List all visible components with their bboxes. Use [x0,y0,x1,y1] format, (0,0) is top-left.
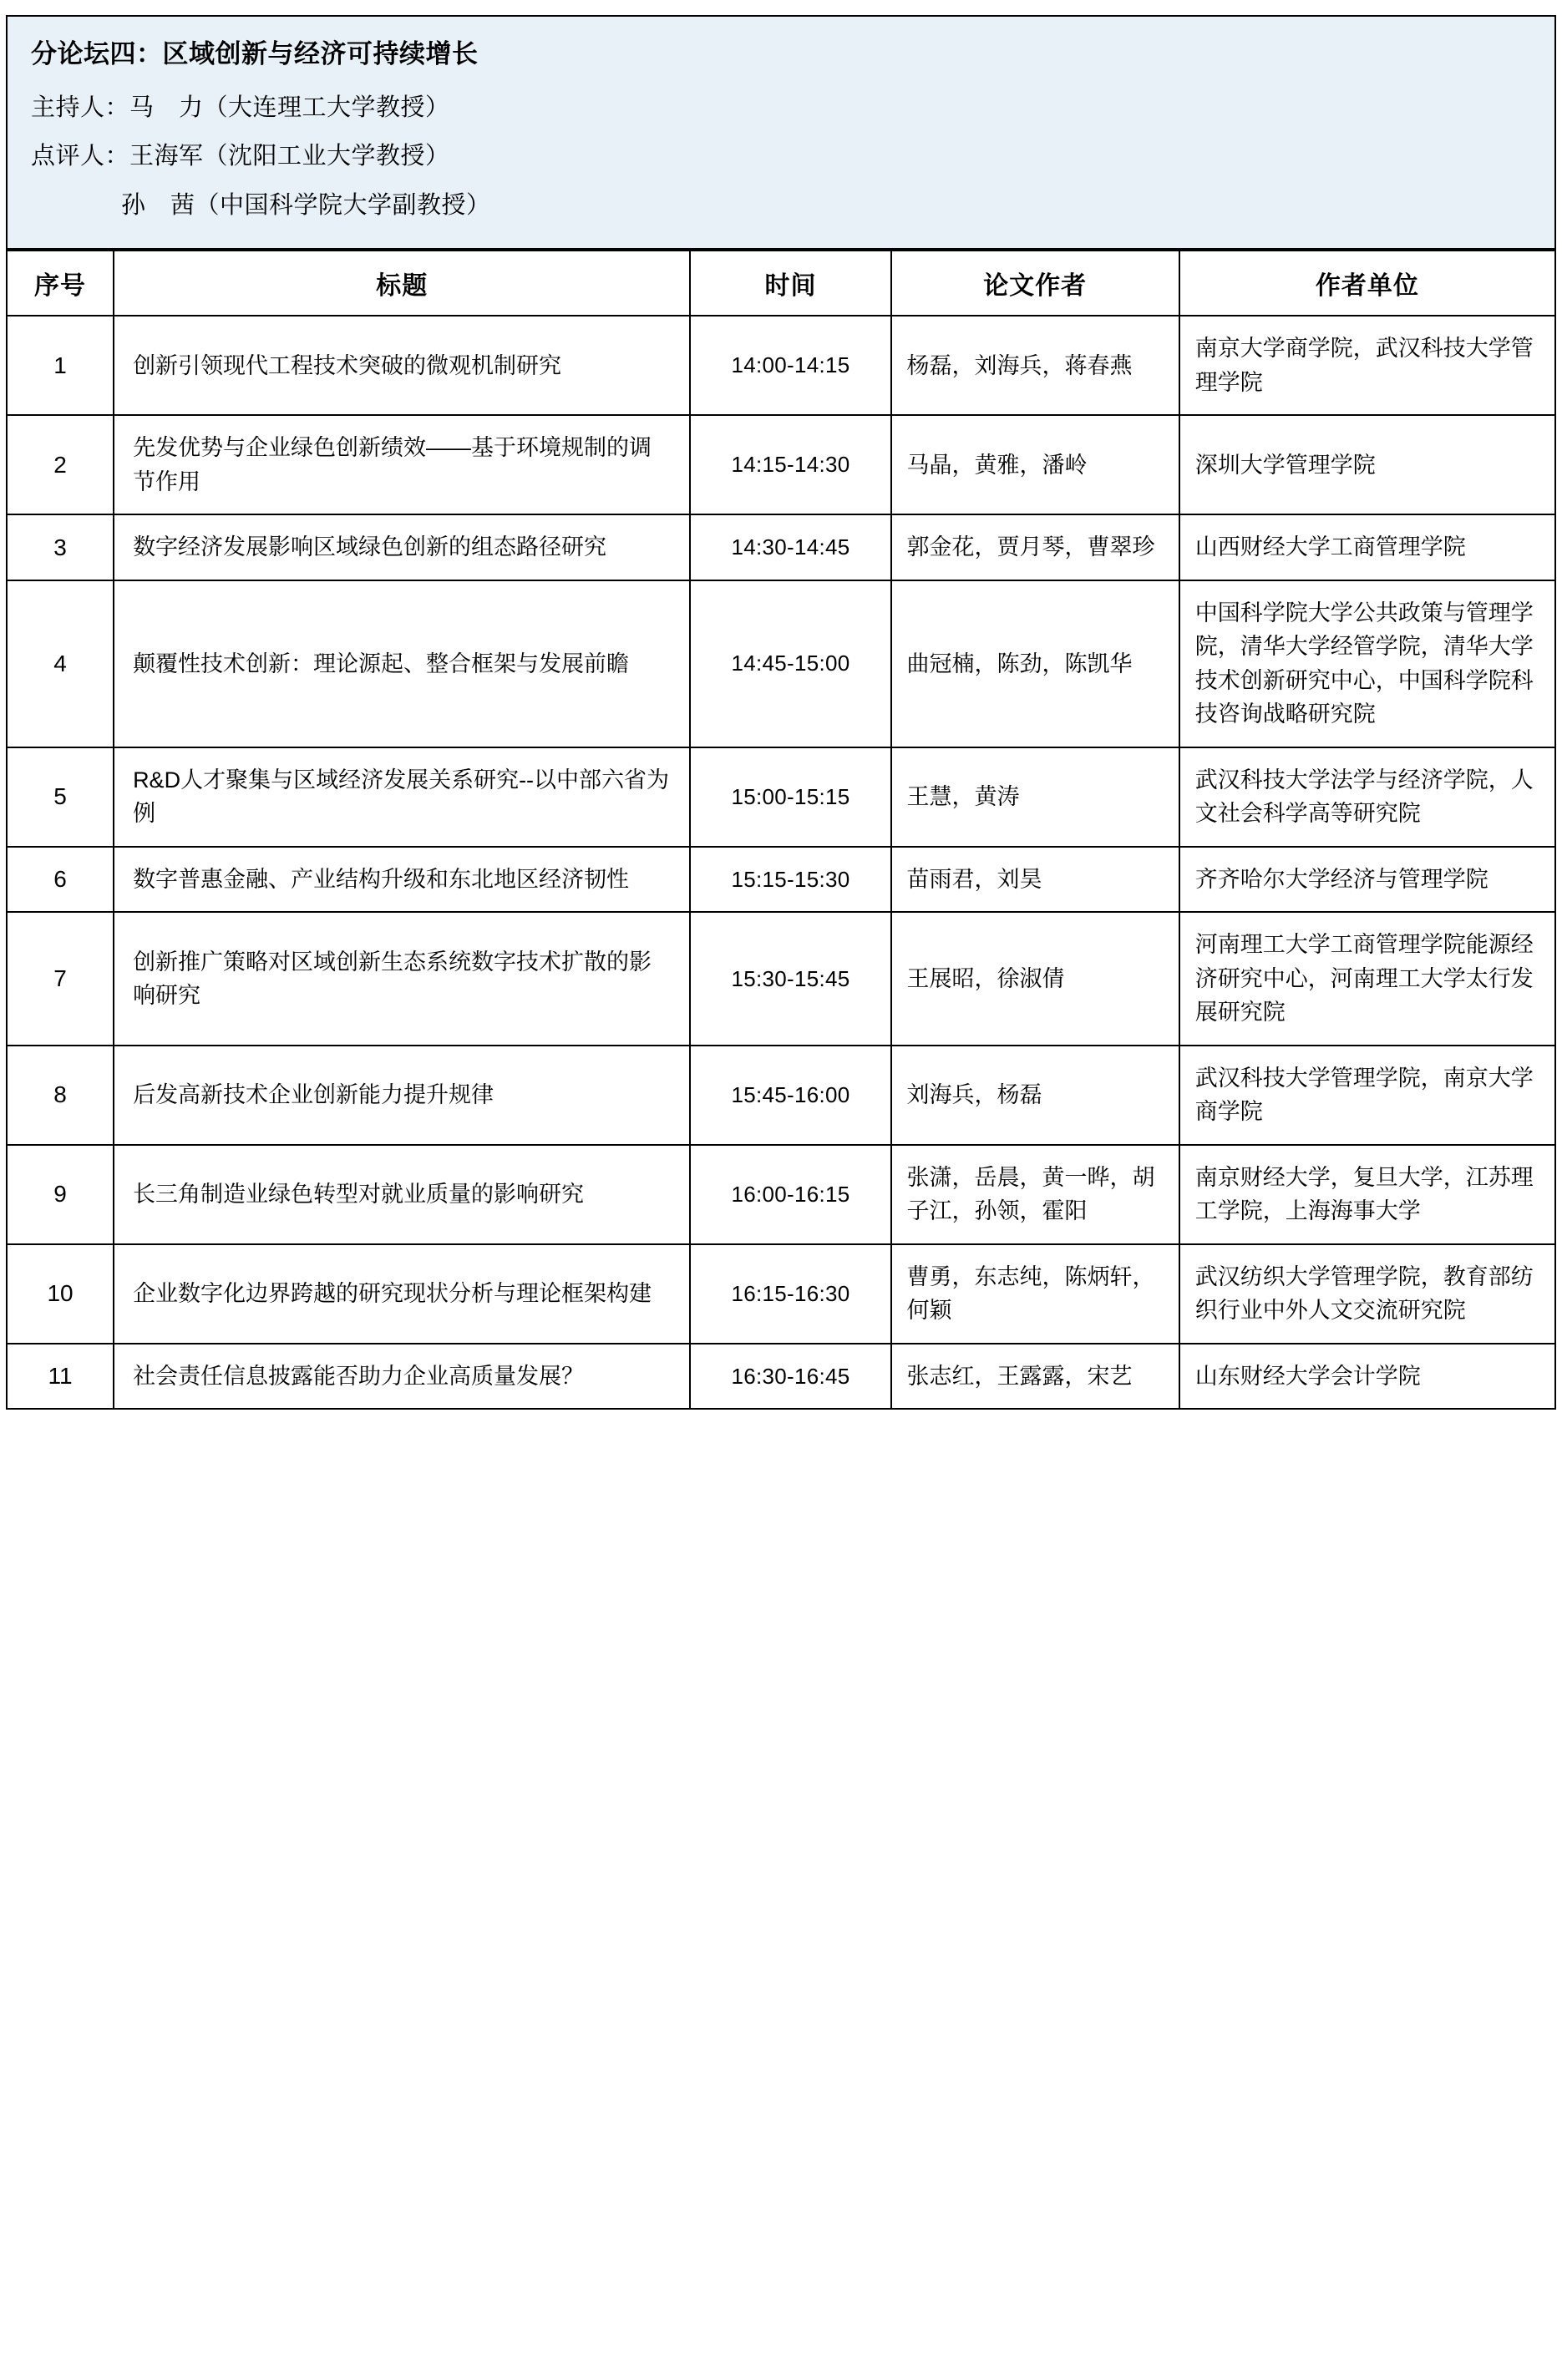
session-host: 主持人：马 力（大连理工大学教授） [31,94,450,121]
table-row [7,316,1555,415]
cell-authors: 张潇，岳晨，黄一晔，胡子江，孙领，霍阳 [891,1145,1179,1244]
cell-org: 武汉纺织大学管理学院，教育部纺织行业中外人文交流研究院 [1179,1244,1555,1344]
cell-title: 颠覆性技术创新：理论源起、整合框架与发展前瞻 [114,580,690,747]
cell-time: 16:15-16:30 [690,1244,890,1344]
cell-authors: 曲冠楠，陈劲，陈凯华 [891,580,1179,747]
cell-no: 8 [7,1046,114,1145]
table-row [7,912,1555,1046]
session-header [6,15,1556,250]
cell-org: 山东财经大学会计学院 [1179,1344,1555,1410]
cell-title: 后发高新技术企业创新能力提升规律 [114,1046,690,1145]
table-header-row [7,251,1555,316]
cell-no: 1 [7,316,114,415]
cell-authors: 苗雨君，刘昊 [891,847,1179,913]
cell-org: 山西财经大学工商管理学院 [1179,514,1555,580]
cell-time: 15:45-16:00 [690,1046,890,1145]
table-row [7,847,1555,913]
cell-authors: 刘海兵，杨磊 [891,1046,1179,1145]
cell-title: 企业数字化边界跨越的研究现状分析与理论框架构建 [114,1244,690,1344]
cell-time: 14:30-14:45 [690,514,890,580]
cell-no: 4 [7,580,114,747]
cell-authors: 郭金花，贾月琴，曹翠珍 [891,514,1179,580]
cell-no: 3 [7,514,114,580]
cell-title: R&D人才聚集与区域经济发展关系研究--以中部六省为例 [114,747,690,847]
cell-no: 6 [7,847,114,913]
cell-no: 7 [7,912,114,1046]
cell-no: 11 [7,1344,114,1410]
cell-org: 南京财经大学，复旦大学，江苏理工学院，上海海事大学 [1179,1145,1555,1244]
cell-org: 南京大学商学院，武汉科技大学管理学院 [1179,316,1555,415]
cell-org: 中国科学院大学公共政策与管理学院，清华大学经管学院，清华大学技术创新研究中心，中国科学院科技咨询战略研究院 [1179,580,1555,747]
cell-authors: 王慧，黄涛 [891,747,1179,847]
table-row [7,1344,1555,1410]
column-header-org: 作者单位 [1179,251,1555,316]
table-row [7,580,1555,747]
cell-title: 数字经济发展影响区域绿色创新的组态路径研究 [114,514,690,580]
cell-org: 河南理工大学工商管理学院能源经济研究中心，河南理工大学太行发展研究院 [1179,912,1555,1046]
table-row [7,1244,1555,1344]
cell-org: 武汉科技大学法学与经济学院，人文社会科学高等研究院 [1179,747,1555,847]
cell-time: 14:45-15:00 [690,580,890,747]
cell-title: 创新推广策略对区域创新生态系统数字技术扩散的影响研究 [114,912,690,1046]
cell-title: 先发优势与企业绿色创新绩效——基于环境规制的调节作用 [114,415,690,514]
column-header-no: 序号 [7,251,114,316]
cell-time: 15:00-15:15 [690,747,890,847]
session-commentator: 点评人：王海军（沈阳工业大学教授） [31,143,450,170]
cell-time: 15:15-15:30 [690,847,890,913]
table-row [7,1046,1555,1145]
cell-org: 齐齐哈尔大学经济与管理学院 [1179,847,1555,913]
cell-org: 武汉科技大学管理学院，南京大学商学院 [1179,1046,1555,1145]
table-row [7,415,1555,514]
session-commentator-2: 孙 茜（中国科学院大学副教授） [121,192,491,220]
table-row [7,514,1555,580]
cell-org: 深圳大学管理学院 [1179,415,1555,514]
cell-time: 16:30-16:45 [690,1344,890,1410]
cell-authors: 曹勇，东志纯，陈炳轩，何颖 [891,1244,1179,1344]
document-page [6,0,1556,1410]
table-row [7,747,1555,847]
cell-no: 9 [7,1145,114,1244]
cell-authors: 马晶，黄雅，潘岭 [891,415,1179,514]
column-header-time: 时间 [690,251,890,316]
column-header-authors: 论文作者 [891,251,1179,316]
cell-title: 创新引领现代工程技术突破的微观机制研究 [114,316,690,415]
cell-no: 5 [7,747,114,847]
table-row [7,1145,1555,1244]
session-title: 分论坛四：区域创新与经济可持续增长 [31,39,479,68]
cell-time: 16:00-16:15 [690,1145,890,1244]
cell-time: 15:30-15:45 [690,912,890,1046]
cell-authors: 王展昭，徐淑倩 [891,912,1179,1046]
cell-title: 数字普惠金融、产业结构升级和东北地区经济韧性 [114,847,690,913]
column-header-title: 标题 [114,251,690,316]
cell-title: 社会责任信息披露能否助力企业高质量发展？ [114,1344,690,1410]
cell-no: 10 [7,1244,114,1344]
cell-no: 2 [7,415,114,514]
schedule-table [6,250,1556,1410]
cell-time: 14:15-14:30 [690,415,890,514]
cell-title: 长三角制造业绿色转型对就业质量的影响研究 [114,1145,690,1244]
cell-authors: 杨磊，刘海兵，蒋春燕 [891,316,1179,415]
cell-authors: 张志红，王露露，宋艺 [891,1344,1179,1410]
cell-time: 14:00-14:15 [690,316,890,415]
